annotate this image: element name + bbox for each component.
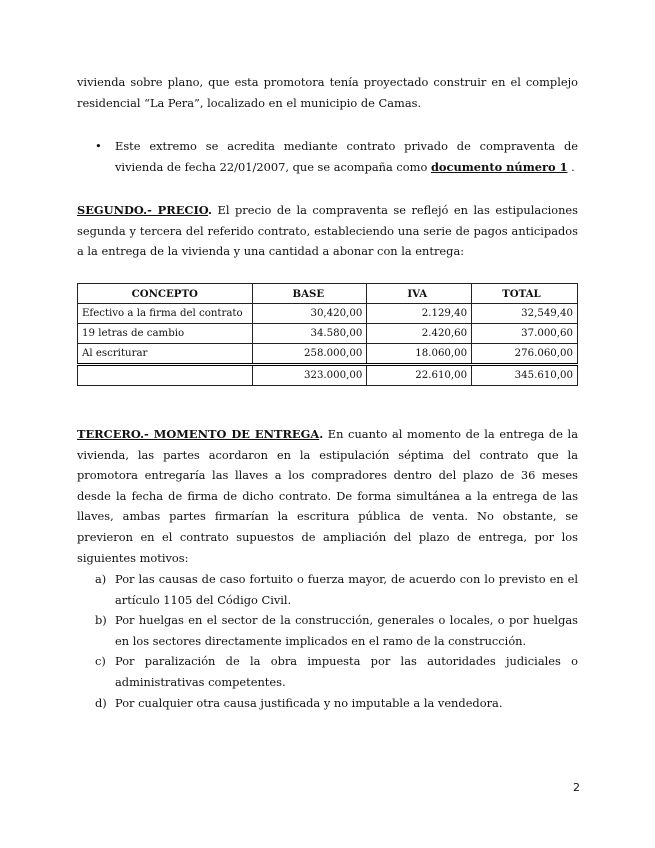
concept-cell: Al escriturar <box>78 344 253 365</box>
motivos-list <box>95 569 578 713</box>
grand-total-cell: 345.610,00 <box>472 365 578 386</box>
tercero-paragraph: TERCERO.- MOMENTO DE ENTREGA. En cuanto al momento de la entrega de la vivienda, las partes acordaron en la estipulación séptima del contrato que la promotora entregaría las llaves a los compradores dentro del plazo de 36 meses desde la fecha de firma de dicho contrato. De forma simultánea a la entrega de las llaves, ambas partes firmarían la escritura pública de venta. No obstante, se previeron en el contrato supuestos de ampliación del plazo de entrega, por los siguientes motivos: <box>77 427 578 565</box>
list-item: c) Por paralización de la obra impuesta por las autoridades judiciales o administrativas competentes. <box>95 651 578 692</box>
base-total-cell: 323.000,00 <box>252 365 367 386</box>
column-header: IVA <box>367 284 472 304</box>
total-cell: 37.000,60 <box>472 324 578 344</box>
segundo-paragraph: SEGUNDO.- PRECIO. El precio de la compraventa se reflejó en las estipulaciones segunda y tercera del referido contrato, estableciendo una serie de pagos anticipados a la entrega de la vivienda y una cantidad a abonar con la entrega: <box>77 203 578 259</box>
table-header-row <box>78 284 578 304</box>
tercero-heading: TERCERO.- MOMENTO DE ENTREGA <box>77 427 320 441</box>
iva-cell: 18.060,00 <box>367 344 472 365</box>
list-marker: b) <box>95 613 107 628</box>
iva-total-cell: 22.610,00 <box>367 365 472 386</box>
concept-cell: 19 letras de cambio <box>78 324 253 344</box>
list-marker: a) <box>95 572 107 586</box>
base-cell: 34.580,00 <box>252 324 367 344</box>
column-header: TOTAL <box>472 284 578 304</box>
document-reference: documento número 1 <box>430 159 568 174</box>
list-marker: d) <box>95 695 107 710</box>
concept-cell: Efectivo a la firma del contrato <box>78 304 253 324</box>
segundo-heading: SEGUNDO.- PRECIO <box>77 203 209 217</box>
table-row <box>78 344 578 365</box>
base-cell: 30,420,00 <box>252 304 367 324</box>
iva-cell: 2.129,40 <box>367 304 472 324</box>
intro-paragraph: vivienda sobre plano, que esta promotora tenía proyectado construir en el complejo residencial “La Pera”, localizado en el municipio de Camas. <box>77 75 578 110</box>
bullet-marker: • <box>95 139 102 153</box>
totals-row <box>78 365 578 386</box>
totals-label-cell <box>78 365 253 386</box>
table-row <box>78 304 578 324</box>
list-marker: c) <box>95 654 106 669</box>
list-item: a) Por las causas de caso fortuito o fuerza mayor, de acuerdo con lo previsto en el artículo 1105 del Código Civil. <box>95 569 578 610</box>
evidence-bullet <box>95 136 578 177</box>
iva-cell: 2.420,60 <box>367 324 472 344</box>
page-number: 2 <box>573 781 580 794</box>
column-header: BASE <box>252 284 367 304</box>
base-cell: 258.000,00 <box>252 344 367 365</box>
list-item: d) Por cualquier otra causa justificada y no imputable a la vendedora. <box>95 693 578 714</box>
price-table <box>77 283 578 386</box>
bullet-text: Este extremo se acredita mediante contrato privado de compraventa de vivienda de fecha 22/01/2007, que se acompaña como documento número 1 . <box>115 139 578 174</box>
total-cell: 32,549,40 <box>472 304 578 324</box>
table-row <box>78 324 578 344</box>
total-cell: 276.060,00 <box>472 344 578 365</box>
list-item: b) Por huelgas en el sector de la construcción, generales o locales, o por huelgas en los sectores directamente implicados en el ramo de la construcción. <box>95 610 578 651</box>
column-header: CONCEPTO <box>78 284 253 304</box>
